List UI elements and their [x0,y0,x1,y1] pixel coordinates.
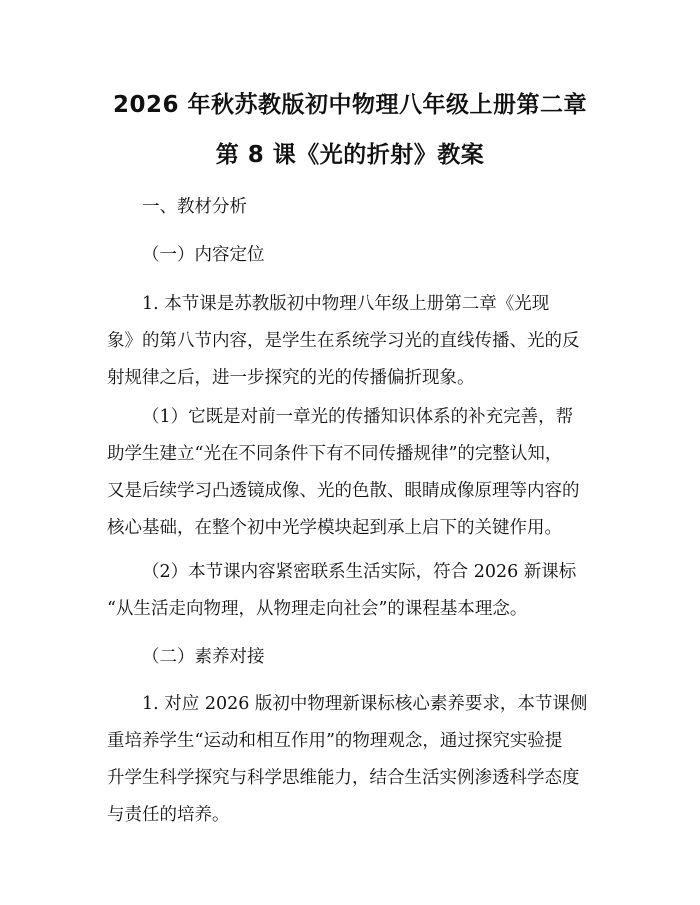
paragraph-line: 1. 对应 2026 版初中物理新课标核心素养要求，本节课侧 [142,694,588,714]
document-title-line-2: 第 8 课《光的折射》教案 [215,142,485,168]
paragraph-line: （1）它既是对前一章光的传播知识体系的补充完善，帮 [142,407,574,427]
paragraph-line: 又是后续学习凸透镜成像、光的色散、眼睛成像原理等内容的 [107,481,580,501]
paragraph-line: 核心基础，在整个初中光学模块起到承上启下的关键作用。 [107,518,562,538]
paragraph-line: 升学生科学探究与科学思维能力，结合生活实例渗透科学态度 [107,768,580,788]
paragraph-line: “从生活走向物理，从物理走向社会”的课程基本理念。 [107,599,528,619]
paragraph-line: 与责任的培养。 [107,805,230,825]
paragraph-line: 射规律之后，进一步探究的光的传播偏折现象。 [107,368,475,388]
paragraph-line: （2）本节课内容紧密联系生活实际，符合 2026 新课标 [142,562,577,582]
section-heading-teaching-material-analysis: 一、教材分析 [142,197,247,217]
subsection-heading-content-positioning: （一）内容定位 [142,245,265,265]
paragraph-line: 助学生建立“光在不同条件下有不同传播规律”的完整认知， [107,444,563,464]
document-title-line-1: 2026 年秋苏教版初中物理八年级上册第二章 [112,92,588,118]
subsection-heading-literacy-alignment: （二）素养对接 [142,647,265,667]
paragraph-line: 象》的第八节内容，是学生在系统学习光的直线传播、光的反 [107,331,580,351]
paragraph-line: 1. 本节课是苏教版初中物理八年级上册第二章《光现 [142,294,550,314]
paragraph-line: 重培养学生“运动和相互作用”的物理观念，通过探究实验提 [107,731,563,751]
